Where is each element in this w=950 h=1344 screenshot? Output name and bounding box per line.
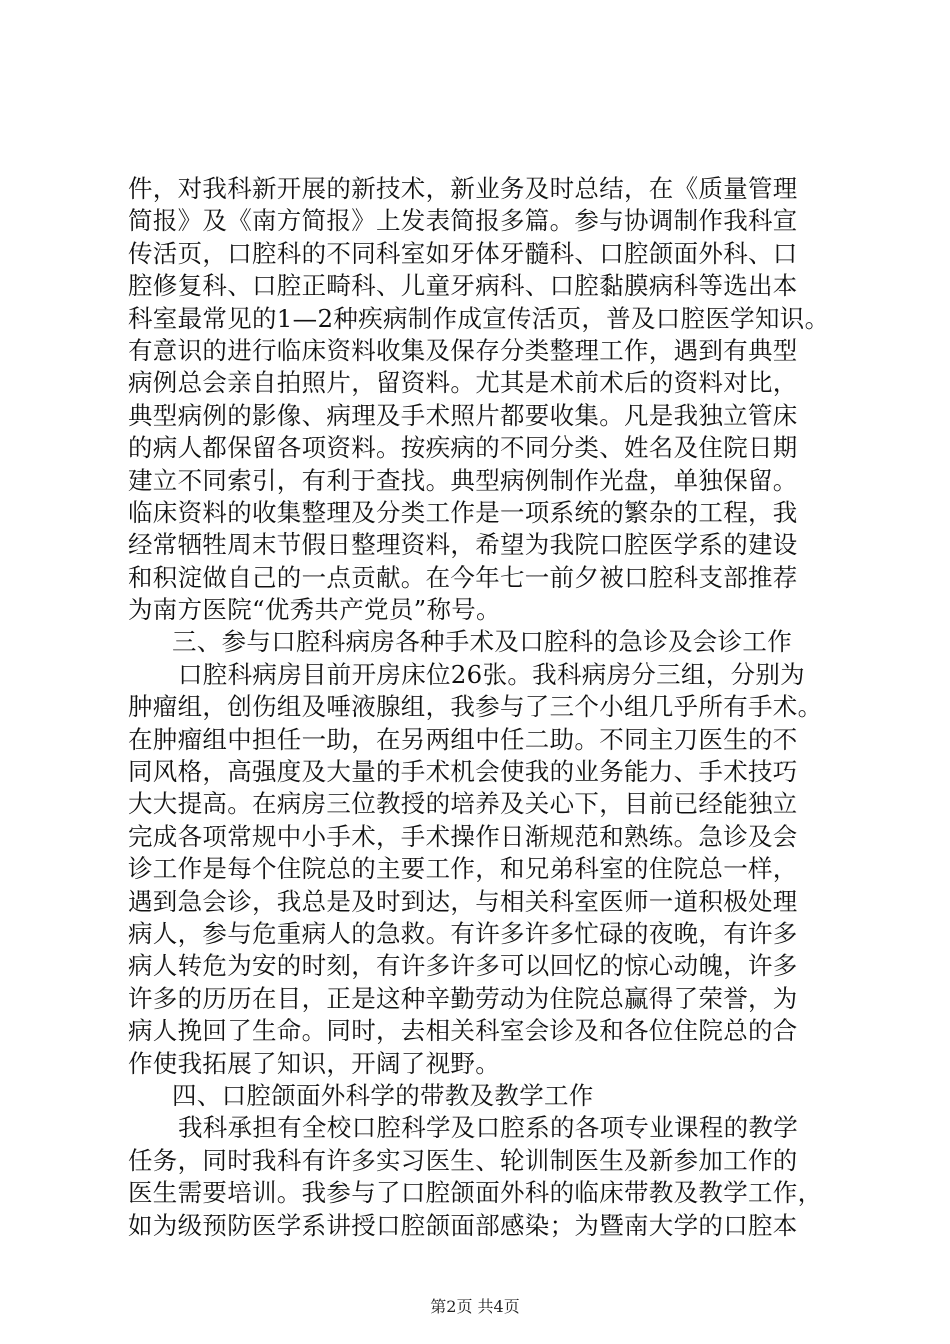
text-line: 在肿瘤组中担任一助，在另两组中任二助。不同主刀医生的不	[128, 724, 798, 754]
text-line: 遇到急会诊，我总是及时到达，与相关科室医师一道积极处理	[128, 886, 798, 916]
text-line: 任务，同时我科有许多实习医生、轮训制医生及新参加工作的	[128, 1145, 798, 1175]
text-line: 经常牺牲周末节假日整理资料，希望为我院口腔医学系的建设	[128, 530, 798, 560]
text-line: 件，对我科新开展的新技术，新业务及时总结，在《质量管理	[128, 174, 798, 203]
text-line: 大大提高。在病房三位教授的培养及关心下，目前已经能独立	[128, 789, 798, 819]
text-line: 医生需要培训。我参与了口腔颌面外科的临床带教及教学工作，	[128, 1178, 823, 1208]
text-line: 如为级预防医学系讲授口腔颌面部感染；为暨南大学的口腔本	[128, 1210, 798, 1240]
body-text	[128, 173, 840, 1242]
section-heading: 四、口腔颌面外科学的带教及教学工作	[172, 1080, 594, 1110]
text-line: 建立不同索引，有利于查找。典型病例制作光盘，单独保留。	[128, 465, 798, 495]
text-line: 简报》及《南方简报》上发表简报多篇。参与协调制作我科宣	[128, 206, 798, 236]
paragraph-first-line: 口腔科病房目前开房床位26张。我科病房分三组，分别为	[178, 659, 805, 689]
text-line: 和积淀做自己的一点贡献。在今年七一前夕被口腔科支部推荐	[128, 562, 798, 592]
text-line: 同风格，高强度及大量的手术机会使我的业务能力、手术技巧	[128, 757, 798, 787]
text-line: 科室最常见的1—2种疾病制作成宣传活页，普及口腔医学知识。	[128, 303, 830, 333]
text-line: 典型病例的影像、病理及手术照片都要收集。凡是我独立管床	[128, 400, 798, 430]
paragraph-first-line: 我科承担有全校口腔科学及口腔系的各项专业课程的教学	[178, 1113, 798, 1143]
page-footer: 第2页 共4页	[430, 1297, 520, 1316]
text-line: 作使我拓展了知识，开阔了视野。	[128, 1048, 500, 1078]
text-line: 病人转危为安的时刻，有许多许多可以回忆的惊心动魄，许多	[128, 951, 798, 981]
text-line: 腔修复科、口腔正畸科、儿童牙病科、口腔黏膜病科等选出本	[128, 271, 798, 301]
text-line: 诊工作是每个住院总的主要工作，和兄弟科室的住院总一样，	[128, 854, 798, 884]
section-heading: 三、参与口腔科病房各种手术及口腔科的急诊及会诊工作	[172, 627, 792, 657]
text-line: 的病人都保留各项资料。按疾病的不同分类、姓名及住院日期	[128, 433, 798, 463]
text-line: 为南方医院“优秀共产党员”称号。	[128, 595, 501, 625]
text-line: 传活页，口腔科的不同科室如牙体牙髓科、口腔颌面外科、口	[128, 238, 798, 268]
text-line: 病人，参与危重病人的急救。有许多许多忙碌的夜晚，有许多	[128, 918, 798, 948]
text-line: 病例总会亲自拍照片，留资料。尤其是术前术后的资料对比，	[128, 368, 798, 398]
text-line: 临床资料的收集整理及分类工作是一项系统的繁杂的工程，我	[128, 497, 798, 527]
text-line: 病人挽回了生命。同时，去相关科室会诊及和各位住院总的合	[128, 1016, 798, 1046]
text-line: 肿瘤组，创伤组及唾液腺组，我参与了三个小组几乎所有手术。	[128, 692, 823, 722]
text-line: 有意识的进行临床资料收集及保存分类整理工作，遇到有典型	[128, 335, 798, 365]
text-line: 完成各项常规中小手术，手术操作日渐规范和熟练。急诊及会	[128, 821, 798, 851]
text-line: 许多的历历在目，正是这种辛勤劳动为住院总赢得了荣誉，为	[128, 983, 798, 1013]
